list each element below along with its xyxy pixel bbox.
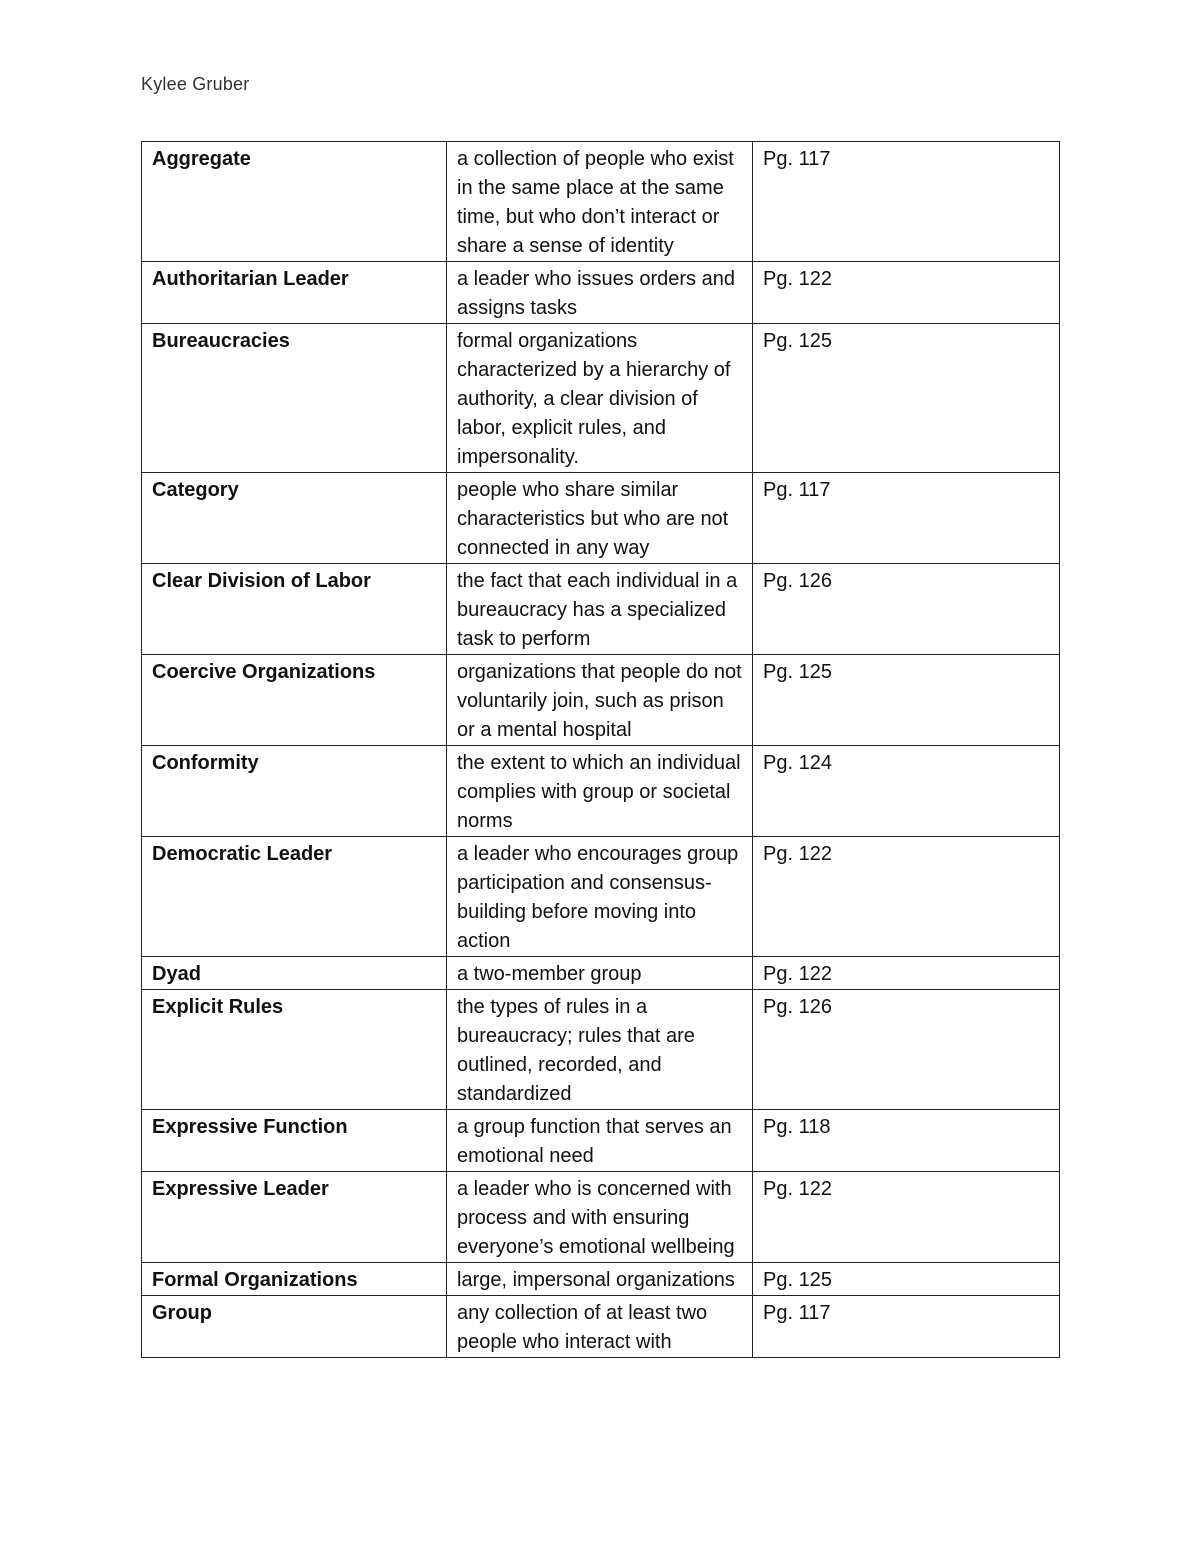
definition-cell: organizations that people do not voluntarily join, such as prison or a mental hospital (447, 655, 753, 746)
page-cell: Pg. 117 (753, 1296, 1060, 1358)
glossary-table (141, 141, 1060, 1358)
page-cell: Pg. 124 (753, 746, 1060, 837)
page-cell: Pg. 122 (753, 837, 1060, 957)
definition-cell: any collection of at least two people who interact with (447, 1296, 753, 1358)
page-cell: Pg. 125 (753, 1263, 1060, 1296)
term-cell: Democratic Leader (142, 837, 447, 957)
page-cell: Pg. 118 (753, 1110, 1060, 1172)
page-cell: Pg. 125 (753, 655, 1060, 746)
term-cell: Expressive Leader (142, 1172, 447, 1263)
term-cell: Conformity (142, 746, 447, 837)
author-name: Kylee Gruber (141, 74, 250, 94)
term-cell: Expressive Function (142, 1110, 447, 1172)
term-cell: Clear Division of Labor (142, 564, 447, 655)
definition-cell: a collection of people who exist in the same place at the same time, but who don’t interact or share a sense of identity (447, 142, 753, 262)
definition-cell: people who share similar characteristics but who are not connected in any way (447, 473, 753, 564)
page-cell: Pg. 117 (753, 473, 1060, 564)
page-cell: Pg. 125 (753, 324, 1060, 473)
term-cell: Bureaucracies (142, 324, 447, 473)
term-cell: Explicit Rules (142, 990, 447, 1110)
table-row (142, 324, 1060, 473)
page-cell: Pg. 117 (753, 142, 1060, 262)
page-cell: Pg. 122 (753, 1172, 1060, 1263)
page-cell: Pg. 122 (753, 957, 1060, 990)
table-row (142, 262, 1060, 324)
page-cell: Pg. 126 (753, 564, 1060, 655)
term-cell: Formal Organizations (142, 1263, 447, 1296)
definition-cell: a leader who is concerned with process and with ensuring everyone’s emotional wellbeing (447, 1172, 753, 1263)
definition-cell: formal organizations characterized by a hierarchy of authority, a clear division of labor, explicit rules, and impersonality. (447, 324, 753, 473)
table-row (142, 142, 1060, 262)
table-row (142, 1296, 1060, 1358)
definition-cell: the fact that each individual in a bureaucracy has a specialized task to perform (447, 564, 753, 655)
table-row (142, 473, 1060, 564)
table-row (142, 1172, 1060, 1263)
term-cell: Aggregate (142, 142, 447, 262)
definition-cell: a group function that serves an emotional need (447, 1110, 753, 1172)
page-cell: Pg. 126 (753, 990, 1060, 1110)
definition-cell: a leader who issues orders and assigns tasks (447, 262, 753, 324)
table-row (142, 1110, 1060, 1172)
table-row (142, 837, 1060, 957)
table-row (142, 655, 1060, 746)
table-row (142, 990, 1060, 1110)
table-row (142, 746, 1060, 837)
table-row (142, 1263, 1060, 1296)
table-row (142, 564, 1060, 655)
definition-cell: a leader who encourages group participation and consensus-building before moving into action (447, 837, 753, 957)
term-cell: Dyad (142, 957, 447, 990)
definition-cell: the extent to which an individual complies with group or societal norms (447, 746, 753, 837)
definition-cell: the types of rules in a bureaucracy; rules that are outlined, recorded, and standardized (447, 990, 753, 1110)
term-cell: Group (142, 1296, 447, 1358)
term-cell: Category (142, 473, 447, 564)
table-row (142, 957, 1060, 990)
definition-cell: large, impersonal organizations (447, 1263, 753, 1296)
term-cell: Authoritarian Leader (142, 262, 447, 324)
definition-cell: a two-member group (447, 957, 753, 990)
term-cell: Coercive Organizations (142, 655, 447, 746)
page-cell: Pg. 122 (753, 262, 1060, 324)
